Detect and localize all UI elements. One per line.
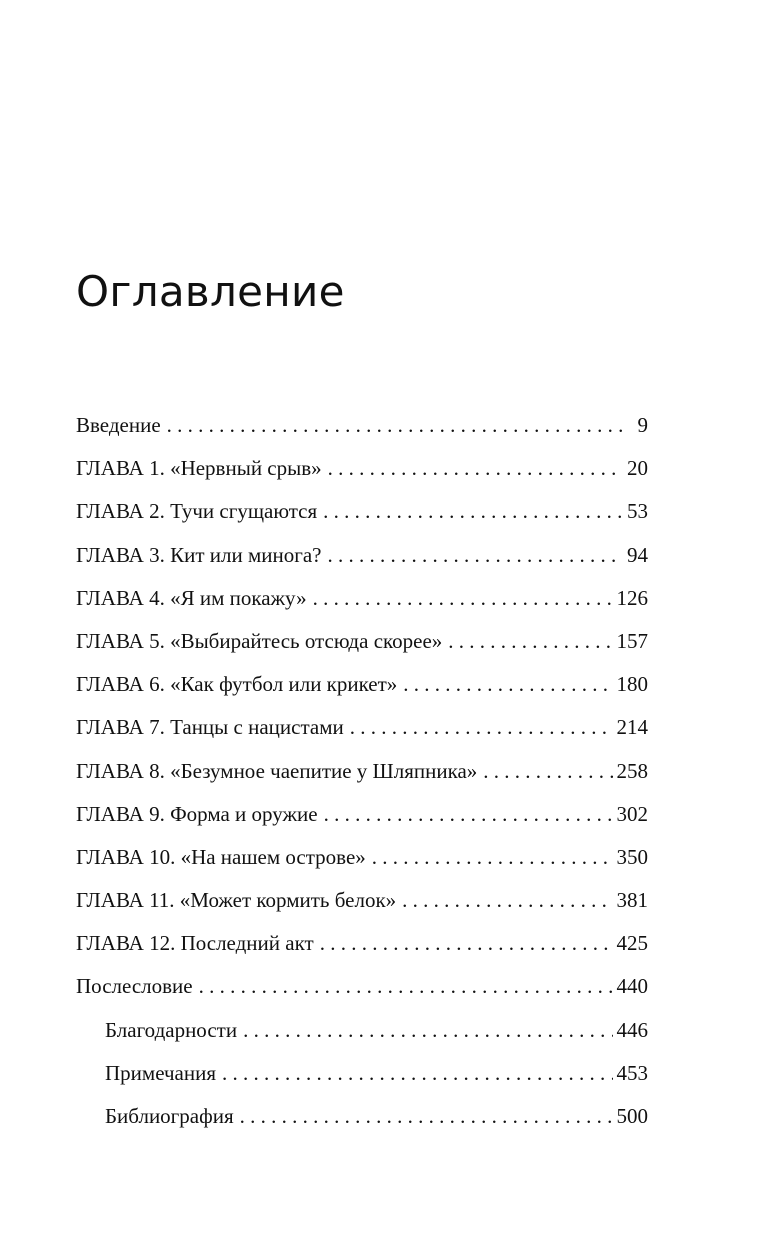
dot-leader — [313, 577, 613, 620]
toc-entry-chapter-8[interactable] — [76, 750, 648, 793]
dot-leader — [403, 663, 612, 706]
toc-entry-label: ГЛАВА 8. «Безумное чаепитие у Шляпника» — [76, 758, 478, 783]
toc-entry-label: ГЛАВА 6. «Как футбол или крикет» — [76, 672, 398, 697]
toc-entry-label: Благодарности — [105, 1017, 238, 1042]
toc-entry-acknowledgements[interactable] — [76, 1009, 648, 1052]
toc-entry-chapter-10[interactable] — [76, 836, 648, 879]
toc-entry-chapter-12[interactable] — [76, 922, 648, 965]
toc-entry-page-number: 350 — [616, 844, 648, 869]
toc-entry-chapter-7[interactable] — [76, 706, 648, 749]
table-of-contents — [76, 404, 648, 1138]
toc-entry-page-number: 9 — [637, 413, 648, 437]
toc-entry-label: ГЛАВА 2. Тучи сгущаются — [76, 499, 318, 524]
toc-entry-page-number: 20 — [627, 456, 648, 481]
dot-leader — [448, 620, 612, 663]
toc-entry-chapter-3[interactable] — [76, 534, 648, 577]
toc-entry-page-number: 425 — [616, 931, 648, 956]
toc-entry-label: ГЛАВА 12. Последний акт — [76, 931, 314, 956]
dot-leader — [199, 965, 613, 1008]
toc-entry-page-number: 446 — [616, 1017, 648, 1042]
toc-entry-page-number: 453 — [616, 1060, 648, 1085]
toc-entry-label: ГЛАВА 4. «Я им покажу» — [76, 585, 307, 610]
toc-entry-label: ГЛАВА 7. Танцы с нацистами — [76, 715, 344, 740]
toc-entry-notes[interactable] — [76, 1052, 648, 1095]
toc-entry-page-number: 157 — [616, 628, 648, 653]
dot-leader — [240, 1095, 613, 1138]
toc-entry-page-number: 53 — [627, 499, 648, 524]
dot-leader — [483, 750, 612, 793]
toc-entry-chapter-4[interactable] — [76, 577, 648, 620]
toc-entry-label: ГЛАВА 5. «Выбирайтесь отсюда скорее» — [76, 628, 443, 653]
toc-entry-label: Библиография — [105, 1104, 234, 1128]
toc-entry-label: ГЛАВА 11. «Может кормить белок» — [76, 888, 397, 913]
page-title: Оглавление — [76, 267, 345, 316]
toc-entry-chapter-6[interactable] — [76, 663, 648, 706]
toc-entry-page-number: 126 — [616, 585, 648, 610]
toc-entry-chapter-1[interactable] — [76, 447, 648, 490]
dot-leader — [243, 1009, 612, 1052]
toc-entry-label: ГЛАВА 1. «Нервный срыв» — [76, 456, 322, 481]
toc-entry-page-number: 381 — [616, 888, 648, 913]
toc-entry-page-number: 94 — [627, 542, 648, 567]
dot-leader — [328, 447, 622, 490]
dot-leader — [167, 404, 622, 447]
toc-entry-label: Введение — [76, 413, 161, 437]
toc-entry-chapter-11[interactable] — [76, 879, 648, 922]
toc-entry-page-number: 214 — [616, 715, 648, 740]
toc-entry-page-number: 180 — [616, 672, 648, 697]
dot-leader — [222, 1052, 612, 1095]
toc-entry-page-number: 302 — [616, 801, 648, 826]
toc-entry-bibliography[interactable] — [76, 1095, 648, 1138]
toc-entry-page-number: 258 — [616, 758, 648, 783]
toc-entry-introduction[interactable] — [76, 404, 648, 447]
toc-entry-chapter-2[interactable] — [76, 490, 648, 533]
dot-leader — [402, 879, 612, 922]
dot-leader — [320, 922, 613, 965]
dot-leader — [350, 706, 613, 749]
toc-entry-chapter-9[interactable] — [76, 793, 648, 836]
toc-entry-label: Примечания — [105, 1060, 217, 1085]
toc-entry-label: ГЛАВА 3. Кит или минога? — [76, 542, 322, 567]
dot-leader — [372, 836, 613, 879]
dot-leader — [327, 534, 622, 577]
toc-entry-chapter-5[interactable] — [76, 620, 648, 663]
toc-entry-afterword[interactable] — [76, 965, 648, 1008]
dot-leader — [323, 490, 622, 533]
toc-entry-page-number: 440 — [616, 974, 648, 999]
dot-leader — [324, 793, 613, 836]
toc-entry-label: ГЛАВА 9. Форма и оружие — [76, 801, 318, 826]
toc-entry-label: Послесловие — [76, 974, 193, 999]
toc-entry-label: ГЛАВА 10. «На нашем острове» — [76, 844, 366, 869]
toc-entry-page-number: 500 — [616, 1104, 648, 1128]
